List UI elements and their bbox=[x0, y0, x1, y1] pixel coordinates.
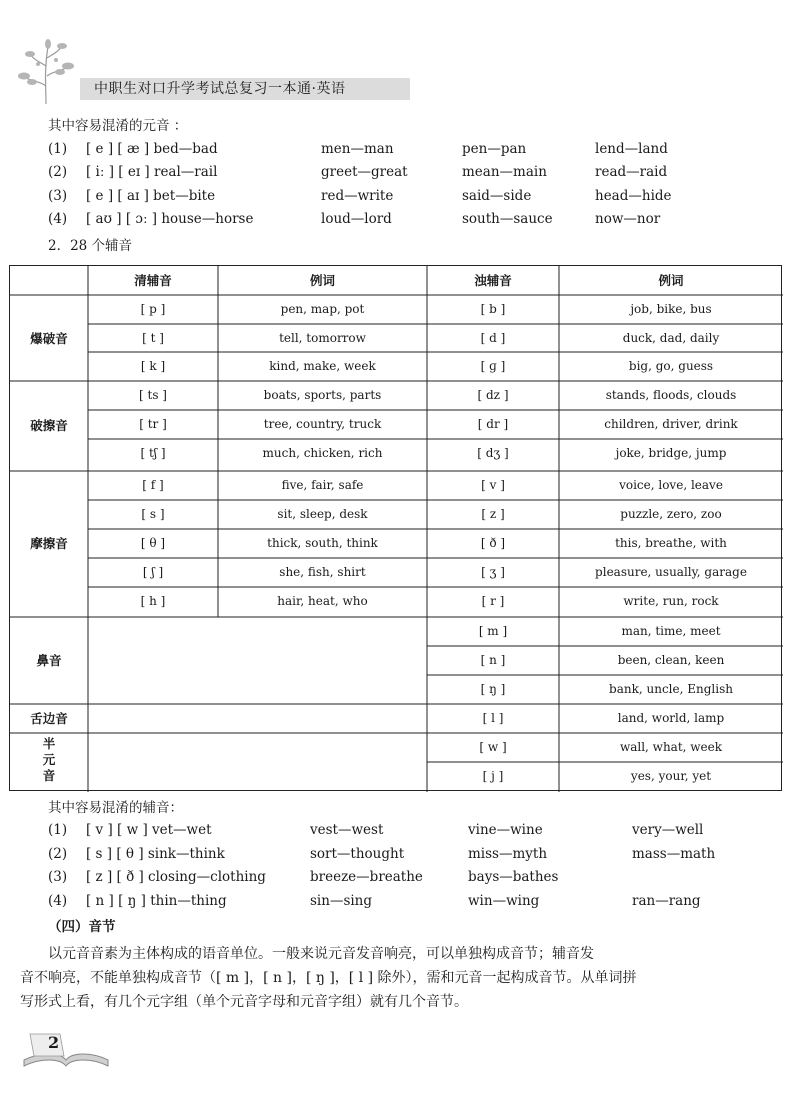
table-cell-voiceless-examples: much, chicken, rich bbox=[262, 446, 383, 460]
table-cell-voiceless-examples: pen, map, pot bbox=[280, 302, 365, 316]
table-cell-voiced: [ ŋ ] bbox=[480, 682, 506, 696]
consonant-row-2-d: mass—math bbox=[632, 846, 716, 862]
page-number: 2 bbox=[48, 1033, 60, 1052]
header-examples-2: 例词 bbox=[658, 273, 684, 288]
table-cell-voiced-examples: stands, floods, clouds bbox=[605, 388, 737, 402]
consonant-row-2-a: [ s ] [ θ ] sink—think bbox=[86, 846, 225, 862]
book-title: 中职生对口升学考试总复习一本通·英语 bbox=[94, 81, 346, 97]
table-cell-voiced: [ ɡ ] bbox=[480, 359, 506, 373]
category-plosive: 爆破音 bbox=[30, 331, 68, 346]
table-cell-voiced-examples: voice, love, leave bbox=[619, 478, 723, 492]
vowel-row-1-c: pen—pan bbox=[462, 141, 527, 157]
table-cell-voiced: [ l ] bbox=[482, 711, 504, 725]
syllable-paragraph-line-2: 音不响亮，不能单独构成音节（[ m ]，[ n ]，[ ŋ ]，[ l ] 除外），需和元音一起构成音节。从单词拼 bbox=[20, 970, 637, 986]
consonant-row-2-num: (2) bbox=[48, 846, 68, 862]
table-cell-voiced-examples: joke, bridge, jump bbox=[615, 446, 727, 460]
consonant-row-4-a: [ n ] [ ŋ ] thin—thing bbox=[86, 893, 227, 909]
table-cell-voiced-examples: wall, what, week bbox=[619, 740, 723, 754]
table-cell-voiced: [ v ] bbox=[481, 478, 505, 492]
table-cell-voiceless-examples: five, fair, safe bbox=[281, 478, 364, 492]
category-nasal: 鼻音 bbox=[36, 653, 62, 668]
vowel-row-2-d: read—raid bbox=[595, 164, 668, 180]
consonant-table bbox=[9, 265, 782, 791]
table-cell-voiceless-examples: she, fish, shirt bbox=[279, 565, 366, 579]
table-cell-voiced-examples: big, go, guess bbox=[628, 359, 714, 373]
table-cell-voiceless: [ h ] bbox=[140, 594, 166, 608]
table-cell-voiced: [ j ] bbox=[482, 769, 504, 783]
vowel-row-3-d: head—hide bbox=[595, 188, 672, 204]
consonant-row-1-num: (1) bbox=[48, 822, 68, 838]
consonant-row-4-num: (4) bbox=[48, 893, 68, 909]
syllable-paragraph-line-1: 以元音音素为主体构成的语音单位。一般来说元音发音响亮，可以单独构成音节；辅音发 bbox=[48, 946, 594, 962]
table-cell-voiced-examples: write, run, rock bbox=[623, 594, 719, 608]
table-cell-voiced: [ z ] bbox=[481, 507, 505, 521]
table-cell-voiceless: [ f ] bbox=[142, 478, 164, 492]
category-lateral: 舌边音 bbox=[30, 711, 68, 726]
consonant-row-3-num: (3) bbox=[48, 869, 68, 885]
table-cell-voiced-examples: yes, your, yet bbox=[630, 769, 712, 783]
vowel-row-3-c: said—side bbox=[462, 188, 532, 204]
syllable-section-title: （四）音节 bbox=[48, 919, 116, 935]
vowel-row-4-d: now—nor bbox=[595, 211, 661, 227]
table-cell-voiced-examples: bank, uncle, English bbox=[609, 682, 733, 696]
table-cell-voiced-examples: pleasure, usually, garage bbox=[595, 565, 747, 579]
consonant-confusion-heading: 其中容易混淆的辅音： bbox=[48, 800, 183, 816]
table-cell-voiced-examples: man, time, meet bbox=[621, 624, 721, 638]
consonant-row-2-c: miss—myth bbox=[468, 846, 548, 862]
table-cell-voiced-examples: this, breathe, with bbox=[615, 536, 727, 550]
table-cell-voiced-examples: land, world, lamp bbox=[617, 711, 725, 725]
table-cell-voiced: [ m ] bbox=[478, 624, 508, 638]
open-book-icon bbox=[20, 1030, 110, 1070]
table-cell-voiceless-examples: tree, country, truck bbox=[263, 417, 382, 431]
table-cell-voiceless: [ ʃ ] bbox=[142, 565, 164, 579]
table-cell-voiced-examples: puzzle, zero, zoo bbox=[620, 507, 722, 521]
consonant-row-4-c: win—wing bbox=[468, 893, 540, 909]
vowel-row-3-b: red—write bbox=[321, 188, 394, 204]
vowel-row-2-a: [ iː ] [ eɪ ] real—rail bbox=[86, 164, 218, 180]
consonant-row-2-b: sort—thought bbox=[310, 846, 405, 862]
header-examples-1: 例词 bbox=[309, 273, 335, 288]
table-cell-voiceless-examples: thick, south, think bbox=[267, 536, 378, 550]
table-cell-voiceless: [ ts ] bbox=[139, 388, 167, 402]
vowel-row-3-num: (3) bbox=[48, 188, 68, 204]
table-cell-voiced-examples: job, bike, bus bbox=[630, 302, 712, 316]
table-cell-voiceless: [ s ] bbox=[141, 507, 165, 521]
table-cell-voiced: [ d ] bbox=[480, 331, 506, 345]
table-cell-voiced-examples: duck, dad, daily bbox=[622, 331, 720, 345]
table-cell-voiceless: [ k ] bbox=[140, 359, 166, 373]
header-voiceless: 清辅音 bbox=[134, 273, 172, 288]
table-cell-voiceless: [ p ] bbox=[140, 302, 166, 316]
vowel-row-4-b: loud—lord bbox=[321, 211, 392, 227]
syllable-paragraph-line-3: 写形式上看，有几个元字组（单个元音字母和元音字组）就有几个音节。 bbox=[20, 994, 468, 1010]
consonant-row-1-c: vine—wine bbox=[468, 822, 543, 838]
plant-decoration-icon bbox=[10, 36, 82, 106]
category-affricate: 破擦音 bbox=[30, 418, 68, 433]
vowel-row-1-d: lend—land bbox=[595, 141, 668, 157]
table-cell-voiced: [ dr ] bbox=[477, 417, 509, 431]
consonant-row-1-d: very—well bbox=[632, 822, 704, 838]
consonant-row-4-b: sin—sing bbox=[310, 893, 373, 909]
consonant-row-3-b: breeze—breathe bbox=[310, 869, 423, 885]
table-cell-voiced-examples: been, clean, keen bbox=[617, 653, 725, 667]
table-cell-voiceless-examples: hair, heat, who bbox=[277, 594, 368, 608]
table-cell-voiced: [ dz ] bbox=[477, 388, 509, 402]
table-cell-voiceless: [ θ ] bbox=[140, 536, 166, 550]
consonant-row-1-b: vest—west bbox=[310, 822, 384, 838]
table-cell-voiced: [ b ] bbox=[480, 302, 506, 316]
table-cell-voiceless: [ tʃ ] bbox=[140, 446, 166, 460]
table-cell-voiced: [ w ] bbox=[479, 740, 507, 754]
vowel-row-1-b: men—man bbox=[321, 141, 394, 157]
category-fricative: 摩擦音 bbox=[30, 536, 68, 551]
consonant-row-3-a: [ z ] [ ð ] closing—clothing bbox=[86, 869, 266, 885]
vowel-row-2-num: (2) bbox=[48, 164, 68, 180]
table-cell-voiceless-examples: kind, make, week bbox=[269, 359, 376, 373]
vowel-row-4-num: (4) bbox=[48, 211, 68, 227]
table-cell-voiced: [ ʒ ] bbox=[481, 565, 505, 579]
book-title-bar bbox=[80, 78, 410, 100]
consonant-row-3-c: bays—bathes bbox=[468, 869, 559, 885]
table-cell-voiceless-examples: tell, tomorrow bbox=[279, 331, 366, 345]
table-cell-voiced-examples: children, driver, drink bbox=[604, 417, 738, 431]
table-cell-voiced: [ ð ] bbox=[480, 536, 506, 550]
table-cell-voiced: [ n ] bbox=[480, 653, 506, 667]
vowel-row-2-c: mean—main bbox=[462, 164, 547, 180]
table-cell-voiceless: [ tr ] bbox=[139, 417, 167, 431]
table-cell-voiceless-examples: sit, sleep, desk bbox=[277, 507, 368, 521]
table-cell-voiced: [ dʒ ] bbox=[477, 446, 509, 460]
table-cell-voiceless-examples: boats, sports, parts bbox=[263, 388, 382, 402]
vowel-row-1-a: [ e ] [ æ ] bed—bad bbox=[86, 141, 218, 157]
consonant-section-title: 2．28 个辅音 bbox=[48, 238, 133, 254]
vowel-row-3-a: [ e ] [ aɪ ] bet—bite bbox=[86, 188, 216, 204]
consonant-row-4-d: ran—rang bbox=[632, 893, 701, 909]
vowel-row-4-a: [ aʊ ] [ ɔː ] house—horse bbox=[86, 211, 254, 227]
vowel-row-1-num: (1) bbox=[48, 141, 68, 157]
header-voiced: 浊辅音 bbox=[474, 273, 512, 288]
table-cell-voiceless: [ t ] bbox=[142, 331, 164, 345]
table-cell-voiced: [ r ] bbox=[481, 594, 505, 608]
vowel-row-4-c: south—sauce bbox=[462, 211, 553, 227]
category-semivowel: 半元音 bbox=[42, 736, 56, 783]
consonant-row-1-a: [ v ] [ w ] vet—wet bbox=[86, 822, 212, 838]
vowel-row-2-b: greet—great bbox=[321, 164, 408, 180]
vowel-confusion-heading: 其中容易混淆的元音 ： bbox=[48, 118, 188, 134]
